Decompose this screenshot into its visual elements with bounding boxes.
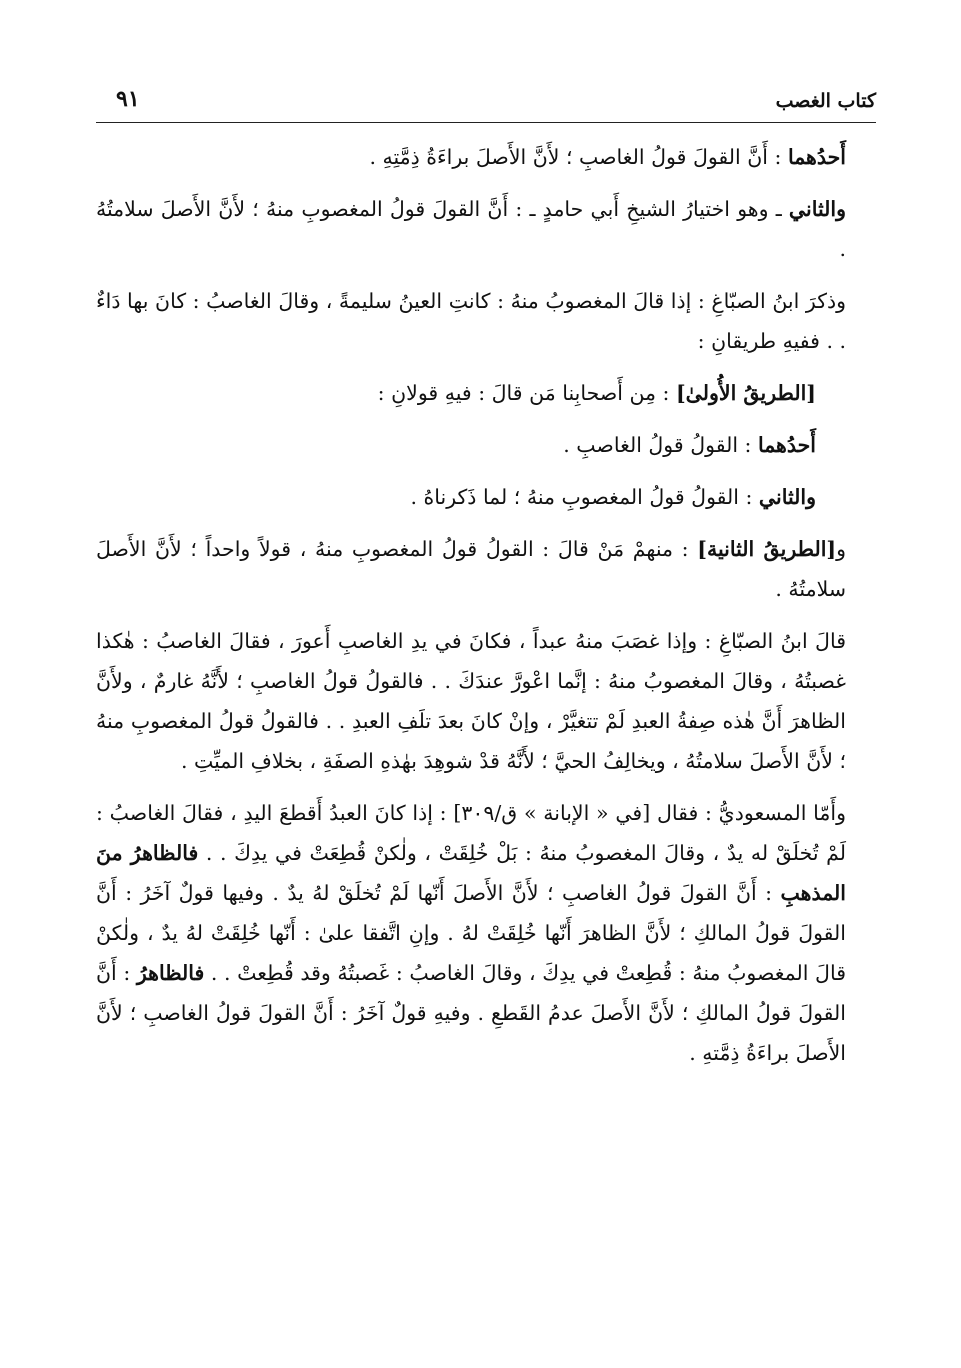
paragraph-bold-phrase: فالظاهرُ منَ المذهبِ [96,841,846,905]
paragraph-text: : القولُ قولُ الغاصبِ . [563,433,758,457]
book-page [96,78,876,1338]
paragraph-text: : القولُ قولُ المغصوبِ منهُ ؛ لما ذَكرناهُ . [410,485,759,509]
page-number: ٩١ [116,86,140,112]
paragraph-text: وأَمّا المسعوديُّ : فقال [في « الإبانة » ق/٣٠٩] : إذا كانَ العبدُ أَقطعَ اليدِ ، فقالَ الغاصبُ : لَمْ تُخلَقْ له يدٌ ، وقالَ المغصوبُ منهُ : بَلْ خُلِقَتْ ، ولٰكنْ قُطِعَتْ في يدِكَ . . [96,801,847,865]
paragraph-lead: أَحدُهما [757,433,816,457]
paragraph-method-opinion-one [96,425,876,465]
paragraph-masudi [96,793,876,1073]
paragraph-text: : مِن أَصحابِنا مَن قالَ : فيهِ قولانِ : [377,381,676,405]
paragraph-bold-phrase: فالظاهرُ [136,961,205,985]
paragraph-method-opinion-two [96,477,876,517]
page-body [96,123,876,1073]
paragraph-text: : أَنَّ القولَ قولُ الغاصبِ ؛ لأَنَّ الأَصلَ أَنّها لَمْ تُخلَقْ لهُ يدٌ . وفيها قولٌ آخَرُ : أَنَّ القولَ قولُ المالكِ ؛ لأَنَّ الظاهرَ أَنّها خُلِقَتْ لهُ . وإنِ اتَّفقا علىٰ : أَنّها خُلِقَتْ لهُ يدٌ ، ولٰكنْ قالَ المغصوبُ منهُ : قُطِعتْ في يدِكَ ، وقالَ الغاصبُ : غَصبتُهُ وقد قُطِعتْ . . [96,881,846,985]
paragraph-text: وذكرَ ابنُ الصبّاغِ : إذا قالَ المغصوبُ منهُ : كانتِ العينُ سليمةً ، وقالَ الغاصبُ : كانَ بها دَاءٌ . . ففيهِ طريقانِ : [96,289,846,353]
paragraph-first-opinion [96,137,876,177]
book-title: كتاب الغصب [775,90,876,112]
paragraph-text: : أَنَّ القولَ قولُ الغاصبِ ؛ لأَنَّ الأَصلَ براءَةُ ذِمَّتِهِ . [369,145,788,169]
paragraph-text: قالَ ابنُ الصبّاغِ : وإذا غصَبَ منهُ عبداً ، فكانَ في يدِ الغاصبِ أَعورَ ، فقالَ الغاصبُ : هٰكذا غصبتُهُ ، وقالَ المغصوبُ منهُ : إنَّما اعْورَّ عندَكَ . . فالقولُ قولُ الغاصبِ ؛ لأَنَّهُ غارمٌ ، ولأَنَّ الظاهرَ أَنَّ هٰذه صِفةُ العبدِ لَمْ تتغيَّرْ ، وإنْ كانَ بعدَ تلَفِ العبدِ . . فالقولُ قولُ المغصوبِ منهُ ؛ لأَنَّ الأَصلَ سلامتُهُ ، ويخالِفُ الحيَّ ؛ لأَنَّهُ قدْ شوهِدَ بهٰذهِ الصفَةِ ، بخلافِ الميِّتِ . [96,629,846,773]
paragraph-lead: [الطريقُ الأُولىٰ] [675,381,816,405]
paragraph-lead: والثاني [758,485,816,509]
paragraph-lead-prefix: و [836,537,846,561]
paragraph-text: ـ وهو اختيارُ الشيخِ أَبي حامدٍ ـ : أَنَّ القولَ قولُ المغصوبِ منهُ ؛ لأَنَّ الأَصلَ سلامتُهُ . [96,197,846,261]
paragraph-lead: والثاني [788,197,846,221]
paragraph-second-method [96,529,876,609]
paragraph-ibn-sabbagh-eye [96,281,876,361]
paragraph-one-eyed-slave [96,621,876,781]
paragraph-lead: [الطريقُ الثانية] [697,537,837,561]
paragraph-first-method [96,373,876,413]
paragraph-lead: أَحدُهما [787,145,846,169]
paragraph-second-opinion [96,189,876,269]
paragraph-text: : أَنَّ القولَ قولُ المالكِ ؛ لأَنَّ الأَصلَ عدمُ القَطعِ . وفيهِ قولٌ آخَرُ : أَنَّ القولَ قولُ الغاصبِ ؛ لأَنَّ الأَصلَ براءَةُ ذِمَّتهِ . [96,961,846,1065]
paragraph-text: : منهمْ مَنْ قالَ : القولُ قولُ المغصوبِ منهُ ، قولاً واحداً ؛ لأَنَّ الأَصلَ سلامتُهُ . [96,537,846,601]
running-header [96,78,876,123]
